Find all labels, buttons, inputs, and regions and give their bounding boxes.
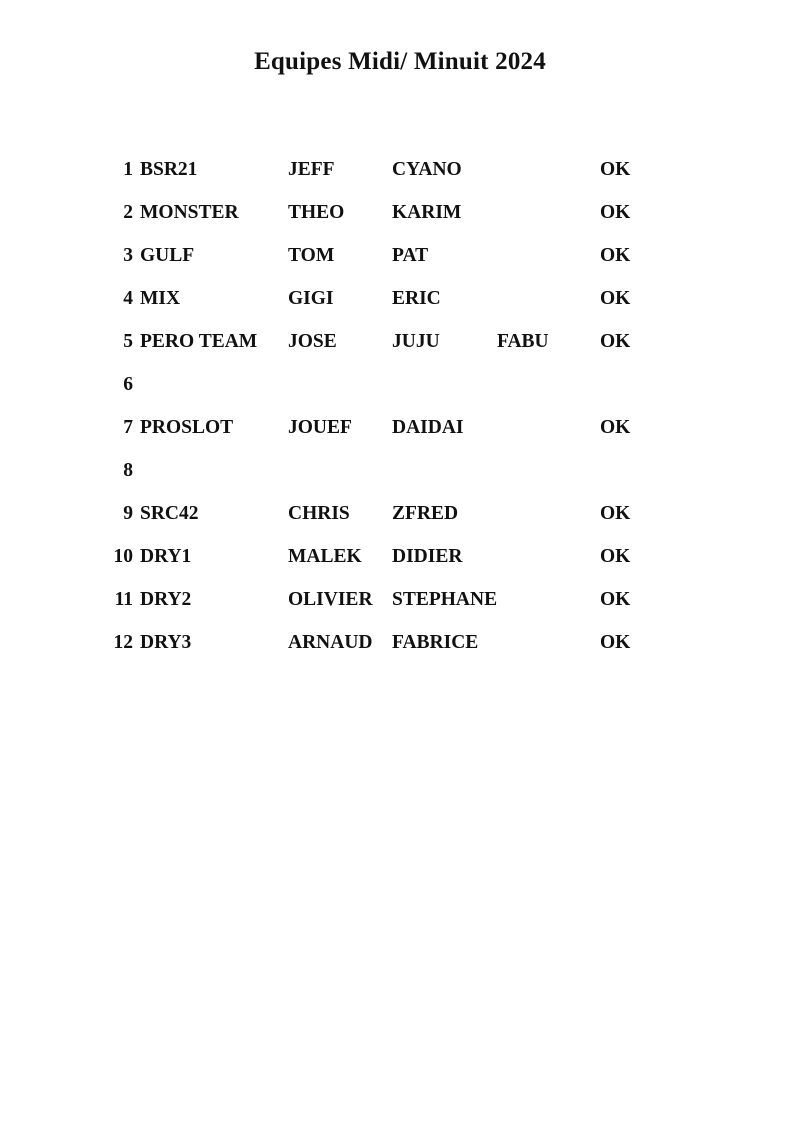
team-status: OK (600, 202, 631, 223)
team-member-1: MALEK (288, 546, 362, 567)
team-row (0, 241, 800, 284)
team-row (0, 542, 800, 585)
team-row (0, 456, 800, 499)
team-number: 4 (123, 288, 133, 309)
team-name: DRY3 (140, 632, 192, 653)
team-name: MONSTER (140, 202, 239, 223)
team-row (0, 284, 800, 327)
team-name: DRY2 (140, 589, 192, 610)
team-status: OK (600, 589, 631, 610)
team-name: GULF (140, 245, 195, 266)
team-member-1: OLIVIER (288, 589, 373, 610)
team-number: 6 (123, 374, 133, 395)
team-member-1: CHRIS (288, 503, 350, 524)
team-name: DRY1 (140, 546, 192, 567)
team-member-1: TOM (288, 245, 335, 266)
team-row (0, 327, 800, 370)
team-number: 8 (123, 460, 133, 481)
team-row (0, 155, 800, 198)
team-member-2: ERIC (392, 288, 441, 309)
team-member-2: CYANO (392, 159, 462, 180)
team-name: PERO TEAM (140, 331, 258, 352)
team-member-1: JOUEF (288, 417, 352, 438)
team-number: 10 (113, 546, 133, 567)
team-row (0, 413, 800, 456)
team-number: 9 (123, 503, 133, 524)
team-member-1: JOSE (288, 331, 337, 352)
team-member-2: PAT (392, 245, 429, 266)
team-status: OK (600, 417, 631, 438)
team-row (0, 585, 800, 628)
team-member-1: JEFF (288, 159, 335, 180)
team-number: 11 (114, 589, 133, 610)
team-member-1: GIGI (288, 288, 334, 309)
team-row (0, 628, 800, 671)
team-name: PROSLOT (140, 417, 234, 438)
team-row (0, 370, 800, 413)
team-list (0, 155, 800, 671)
team-status: OK (600, 245, 631, 266)
team-member-2: DIDIER (392, 546, 463, 567)
team-member-2: KARIM (392, 202, 462, 223)
team-number: 12 (113, 632, 133, 653)
team-status: OK (600, 288, 631, 309)
team-row (0, 198, 800, 241)
page-title: Equipes Midi/ Minuit 2024 (254, 48, 546, 75)
team-number: 2 (123, 202, 133, 223)
team-name: BSR21 (140, 159, 198, 180)
team-name: MIX (140, 288, 181, 309)
team-row (0, 499, 800, 542)
team-member-3: FABU (497, 331, 549, 352)
team-number: 1 (123, 159, 133, 180)
team-number: 5 (123, 331, 133, 352)
team-member-1: ARNAUD (288, 632, 373, 653)
team-number: 3 (123, 245, 133, 266)
team-status: OK (600, 159, 631, 180)
team-status: OK (600, 546, 631, 567)
team-member-2: JUJU (392, 331, 440, 352)
team-status: OK (600, 632, 631, 653)
team-member-1: THEO (288, 202, 345, 223)
team-status: OK (600, 331, 631, 352)
team-number: 7 (123, 417, 133, 438)
team-status: OK (600, 503, 631, 524)
team-member-2: ZFRED (392, 503, 459, 524)
team-name: SRC42 (140, 503, 199, 524)
team-member-2: FABRICE (392, 632, 479, 653)
team-member-2: STEPHANE (392, 589, 498, 610)
team-member-2: DAIDAI (392, 417, 464, 438)
